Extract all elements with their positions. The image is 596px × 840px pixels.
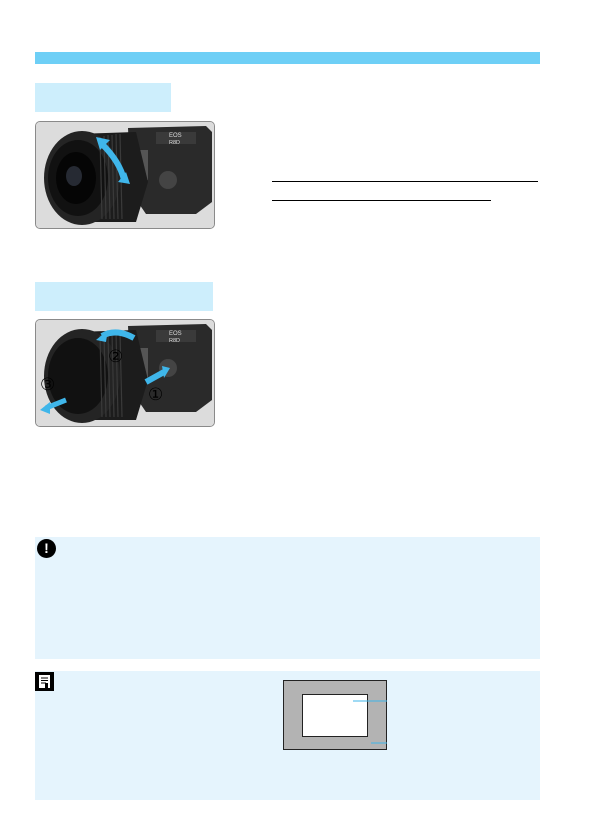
camera-detach-illustration bbox=[36, 320, 214, 426]
camera-photo-zoom bbox=[35, 121, 215, 229]
section-tab-1 bbox=[35, 83, 171, 112]
header-rule bbox=[35, 52, 540, 64]
camera-photo-detach bbox=[35, 319, 215, 427]
camera-zoom-illustration bbox=[36, 122, 214, 228]
camera-brand-bottom: R8D bbox=[169, 140, 181, 146]
rule-line-1 bbox=[272, 181, 538, 182]
caution-icon: ! bbox=[37, 539, 56, 558]
memo-icon bbox=[35, 672, 54, 691]
step-marker-2: ② bbox=[108, 347, 124, 367]
frame-diagram bbox=[283, 680, 387, 750]
camera-brand-top: EOS bbox=[169, 133, 182, 139]
step-marker-3: ③ bbox=[40, 375, 56, 395]
step-marker-1: ① bbox=[148, 385, 164, 405]
camera-brand-bottom: R8D bbox=[169, 338, 181, 344]
rule-line-2 bbox=[272, 200, 491, 201]
caution-panel bbox=[35, 537, 540, 659]
camera-brand-top: EOS bbox=[169, 331, 182, 337]
section-tab-2 bbox=[35, 282, 213, 311]
